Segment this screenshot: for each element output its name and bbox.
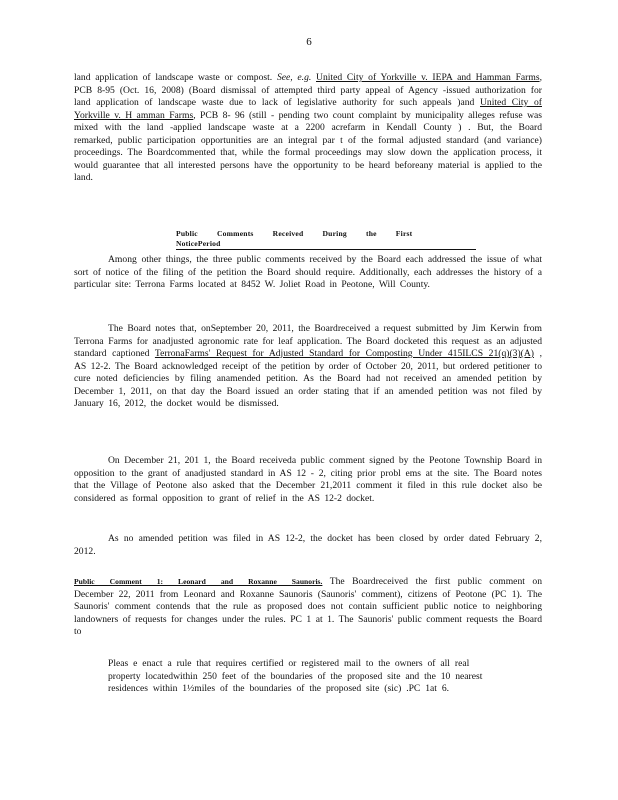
- paragraph-docket-closed: As no amended petition was filed in AS 12-2, the docket has been closed by order dated February 2, 2012.: [74, 533, 542, 557]
- p5-text: The Boardreceived the first public comment on December 22, 2011 from Leonard and Roxanne Saunoris (Saunoris' comment), citizens of Peotone (PC 1). The Saunoris' comment contends that the rule as proposed does not contain sufficient public notice to neighboring landowners of requests for changes under the rules. PC 1 at 1. The Saunoris' public comment requests the Board to: [74, 576, 542, 637]
- p0-text-a: land application of landscape waste or compost.: [74, 72, 277, 83]
- section-heading: Public Comments Received During the First NoticePeriod: [176, 229, 476, 250]
- block-quote: Pleas e enact a rule that requires certified or registered mail to the owners of all real property locatedwithin 250 feet of the boundaries of the proposed site and the 10 nearest residences within 1½miles of the boundaries of the proposed site (sic) .PC 1at 6.: [108, 658, 483, 694]
- case-name-yorkville-hamman: United City of Yorkville v. H amman Farms: [74, 97, 542, 121]
- p2-text-b: , AS 12-2. The Board acknowledged receipt of the petition by order of October 20, 2011, but ordered petitioner to cure noted deficiencies by filing anamended petition. As the Board had not received an amended petition by December 1, 2011, on that day the Board issued an order stating that if an amended petition was not filed by January 16, 2012, the docket would be dismissed.: [74, 348, 543, 409]
- p2-text-a: The Board notes that, onSeptember 20, 2011, the Boardreceived a request submitted by Jim Kerwin from Terrona Farms for anadjusted agronomic rate for leaf application. The Board docketed this request as an adjusted standard captioned: [74, 323, 542, 359]
- citation-signal: See, e.g.: [276, 72, 312, 83]
- docket-caption: TerronaFarms' Request for Adjusted Standard for Composting Under 415ILCS 21(q)(3)(A): [154, 348, 534, 359]
- paragraph-terrona-request: [74, 323, 542, 411]
- paragraph-landscape-waste: [74, 72, 542, 185]
- paragraph-township-comment: On December 21, 201 1, the Board receiveda public comment signed by the Peotone Township Board in opposition to the grant of anadjusted standard in AS 12 - 2, citing prior probl ems at the site. The Board notes that the Village of Peotone also asked that the December 21,2011 comment it filed in this rule docket also be considered as formal opposition to grant of relief in the AS 12-2 docket.: [74, 455, 542, 504]
- subheading-public-comment-1: Public Comment 1: Leonard and Roxanne Saunoris.: [74, 577, 323, 586]
- paragraph-saunoris-comment: [74, 576, 542, 639]
- p0-text-c: , PCB 8- 96 (still - pending two count complaint by municipality alleges refuse was mixed with the land -applied landscape waste at a 2200 acrefarm in Kendall County ) . But, the Board remarked, public participation opportunities are an integral par t of the formal adjusted standard (and variance) proceedings. The Boardcommented that, while the formal proceedings may slow down the application process, it would guarantee that all interested persons have the opportunity to be heard beforeany material is applied to the land.: [74, 109, 542, 183]
- case-name-yorkville-iepa: United City of Yorkville v. IEPA and Hamman Farms: [316, 72, 540, 83]
- page-number: 6: [306, 36, 312, 48]
- paragraph-public-comments: Among other things, the three public comments received by the Board each addressed the issue of what sort of notice of the filing of the petition the Board should require. Additionally, each addresses the history of a particular site: Terrona Farms located at 8452 W. Joliet Road in Peotone, Will County.: [74, 254, 542, 290]
- p0-text-b: , PCB 8-95 (Oct. 16, 2008) (Board dismissal of attempted third party appeal of Agency -issued authorization for land application of landscape waste due to lack of legislative authority for such appeals )and: [74, 72, 542, 108]
